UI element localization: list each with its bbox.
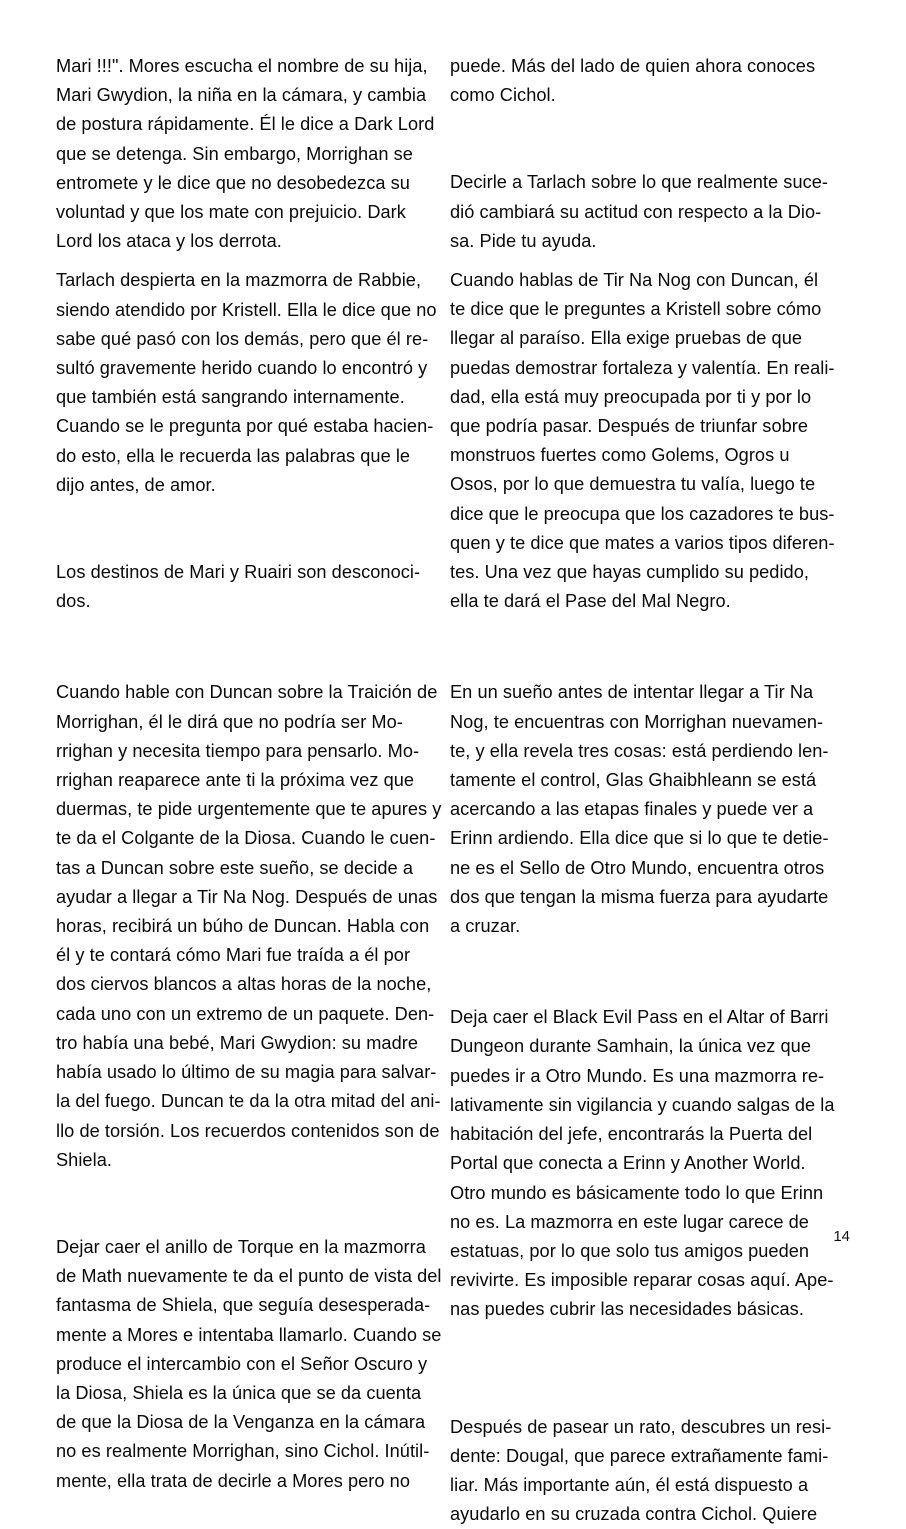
paragraph <box>450 52 850 110</box>
text-line: ayudar a llegar a Tir Na Nog. Después de unas <box>56 886 438 907</box>
paragraph <box>450 1003 850 1324</box>
text-line: mente a Mores e intentaba llamarlo. Cuando se <box>56 1324 442 1345</box>
text-line: Deja caer el Black Evil Pass en el Altar of Barri <box>450 1007 829 1028</box>
text-line: Los destinos de Mari y Ruairi son desconoci- <box>56 562 421 583</box>
text-line: sa. Pide tu ayuda. <box>450 230 597 251</box>
text-line: monstruos fuertes como Golems, Ogros u <box>450 445 790 466</box>
text-line: Nog, te encuentras con Morrighan nuevamen- <box>450 711 824 732</box>
text-line: dente: Dougal, que parece extrañamente fami- <box>450 1445 829 1466</box>
text-line: te dice que le preguntes a Kristell sobre cómo <box>450 299 822 320</box>
text-line: la Diosa, Shiela es la única que se da cuenta <box>56 1382 422 1403</box>
text-line: llo de torsión. Los recuerdos contenidos son de <box>56 1120 440 1141</box>
text-line: Cuando hablas de Tir Na Nog con Duncan, él <box>450 270 819 291</box>
text-line: te da el Colgante de la Diosa. Cuando le cuen- <box>56 828 436 849</box>
paragraph-spacer <box>450 941 850 1003</box>
paragraph-spacer <box>450 1325 850 1413</box>
text-line: a cruzar. <box>450 916 521 937</box>
paragraph <box>450 678 850 941</box>
text-line: dos ciervos blancos a altas horas de la noche, <box>56 974 432 995</box>
paragraph-spacer <box>56 500 436 558</box>
text-line: dijo antes, de amor. <box>56 474 216 495</box>
text-line: ella te dará el Pase del Mal Negro. <box>450 591 731 612</box>
text-line: voluntad y que los mate con prejuicio. Dark <box>56 202 406 223</box>
text-line: Después de pasear un rato, descubres un resi- <box>450 1416 832 1437</box>
text-line: tro había una bebé, Mari Gwydion: su madre <box>56 1032 419 1053</box>
left-column <box>56 52 442 1496</box>
text-line: que se detenga. Sin embargo, Morrighan se <box>56 143 413 164</box>
text-line: que podría pasar. Después de triunfar sobre <box>450 416 809 437</box>
text-line: sabe qué pasó con los demás, pero que él re- <box>56 328 429 349</box>
text-line: que también está sangrando internamente. <box>56 387 405 408</box>
text-line: estatuas, por lo que solo tus amigos pueden <box>450 1240 810 1261</box>
paragraph <box>450 168 850 256</box>
text-line: dos que tengan la misma fuerza para ayudarte <box>450 886 829 907</box>
text-line: nas puedes cubrir las necesidades básicas. <box>450 1299 804 1320</box>
text-line: tes. Una vez que hayas cumplido su pedido, <box>450 562 809 583</box>
paragraph <box>450 1413 850 1529</box>
text-line: produce el intercambio con el Señor Oscuro y <box>56 1353 428 1374</box>
text-line: liar. Más importante aún, él está dispuesto a <box>450 1474 809 1495</box>
text-line: fantasma de Shiela, que seguía desesperada- <box>56 1295 431 1316</box>
text-line: lativamente sin vigilancia y cuando salgas de la <box>450 1094 835 1115</box>
text-line: Dungeon durante Samhain, la única vez que <box>450 1036 811 1057</box>
paragraph <box>56 1233 442 1496</box>
text-line: Mari !!!". Mores escucha el nombre de su hija, <box>56 56 428 76</box>
text-line: ayudarlo en su cruzada contra Cichol. Quiere <box>450 1504 818 1525</box>
text-line: puedes ir a Otro Mundo. Es una mazmorra re- <box>450 1065 825 1086</box>
text-line: Lord los ataca y los derrota. <box>56 231 282 252</box>
text-line: horas, recibirá un búho de Duncan. Habla con <box>56 916 430 937</box>
text-line: Cuando se le pregunta por qué estaba hacien- <box>56 416 434 437</box>
paragraph <box>56 678 442 1174</box>
text-line: Shiela. <box>56 1149 112 1170</box>
text-line: rrighan reaparece ante ti la próxima vez que <box>56 770 415 791</box>
paragraph-spacer <box>56 1175 436 1233</box>
text-line: cada uno con un extremo de un paquete. Den- <box>56 1003 435 1024</box>
text-line: Otro mundo es básicamente todo lo que Erinn <box>450 1182 824 1203</box>
text-line: revivirte. Es imposible reparar cosas aquí. Ape- <box>450 1270 834 1291</box>
text-line: puede. Más del lado de quien ahora conoces <box>450 56 816 76</box>
text-line: de que la Diosa de la Venganza en la cámara <box>56 1412 426 1433</box>
text-line: Cuando hable con Duncan sobre la Traición de <box>56 682 438 703</box>
text-line: Osos, por lo que demuestra tu valía, luego te <box>450 474 816 495</box>
text-line: dió cambiará su actitud con respecto a la Dio- <box>450 201 822 222</box>
text-line: no es. La mazmorra en este lugar carece de <box>450 1211 809 1232</box>
text-line: siendo atendido por Kristell. Ella le dice que no <box>56 299 437 320</box>
text-line: duermas, te pide urgentemente que te apures y <box>56 799 442 820</box>
text-line: Morrighan, él le dirá que no podría ser Mo- <box>56 711 403 732</box>
text-line: sultó gravemente herido cuando lo encontró y <box>56 358 428 379</box>
text-line: dad, ella está muy preocupada por ti y por lo <box>450 386 812 407</box>
text-line: tamente el control, Glas Ghaibhleann se está <box>450 770 817 791</box>
paragraph-spacer <box>56 616 436 678</box>
text-line: no es realmente Morrighan, sino Cichol. Inútil- <box>56 1441 430 1462</box>
text-line: Tarlach despierta en la mazmorra de Rabbie, <box>56 270 422 291</box>
paragraph-spacer <box>450 256 850 266</box>
text-line: dice que le preocupa que los cazadores te bus- <box>450 503 835 524</box>
text-line: te, y ella revela tres cosas: está perdiendo len- <box>450 740 829 761</box>
paragraph <box>56 558 436 616</box>
text-line: como Cichol. <box>450 85 556 106</box>
paragraph-spacer <box>450 110 850 168</box>
text-line: rrighan y necesita tiempo para pensarlo. Mo- <box>56 740 420 761</box>
paragraph <box>56 52 436 256</box>
text-line: tas a Duncan sobre este sueño, se decide a <box>56 857 413 878</box>
text-line: Dejar caer el anillo de Torque en la mazmorra <box>56 1236 426 1257</box>
two-column-body <box>56 52 850 1529</box>
text-line: habitación del jefe, encontrarás la Puerta del <box>450 1124 813 1145</box>
right-column <box>450 52 850 1529</box>
text-line: acercando a las etapas finales y puede ver a <box>450 799 814 820</box>
text-line: puedas demostrar fortaleza y valentía. En reali- <box>450 357 835 378</box>
text-line: Mari Gwydion, la niña en la cámara, y cambia <box>56 85 427 106</box>
paragraph-spacer <box>450 616 850 678</box>
paragraph <box>450 266 850 616</box>
text-line: En un sueño antes de intentar llegar a Tir Na <box>450 682 814 703</box>
text-line: Decirle a Tarlach sobre lo que realmente suce- <box>450 172 829 193</box>
text-line: do esto, ella le recuerda las palabras que le <box>56 445 411 466</box>
text-line: había usado lo último de su magia para salvar- <box>56 1062 437 1083</box>
text-line: quen y te dice que mates a varios tipos diferen- <box>450 532 835 553</box>
page-number: 14 <box>833 1228 850 1245</box>
text-line: él y te contará cómo Mari fue traída a él por <box>56 945 411 966</box>
text-line: de Math nuevamente te da el punto de vista del <box>56 1266 442 1287</box>
paragraph-spacer <box>56 256 436 266</box>
text-line: entromete y le dice que no desobedezca su <box>56 172 410 193</box>
text-line: mente, ella trata de decirle a Mores pero no <box>56 1470 411 1491</box>
text-line: Erinn ardiendo. Ella dice que si lo que te detie- <box>450 828 829 849</box>
text-line: la del fuego. Duncan te da la otra mitad del ani- <box>56 1091 441 1112</box>
text-line: de postura rápidamente. Él le dice a Dark Lord <box>56 114 435 135</box>
paragraph <box>56 266 436 500</box>
text-line: Portal que conecta a Erinn y Another World. <box>450 1153 806 1174</box>
text-line: dos. <box>56 591 91 612</box>
text-line: llegar al paraíso. Ella exige pruebas de que <box>450 328 803 349</box>
text-line: ne es el Sello de Otro Mundo, encuentra otros <box>450 857 825 878</box>
